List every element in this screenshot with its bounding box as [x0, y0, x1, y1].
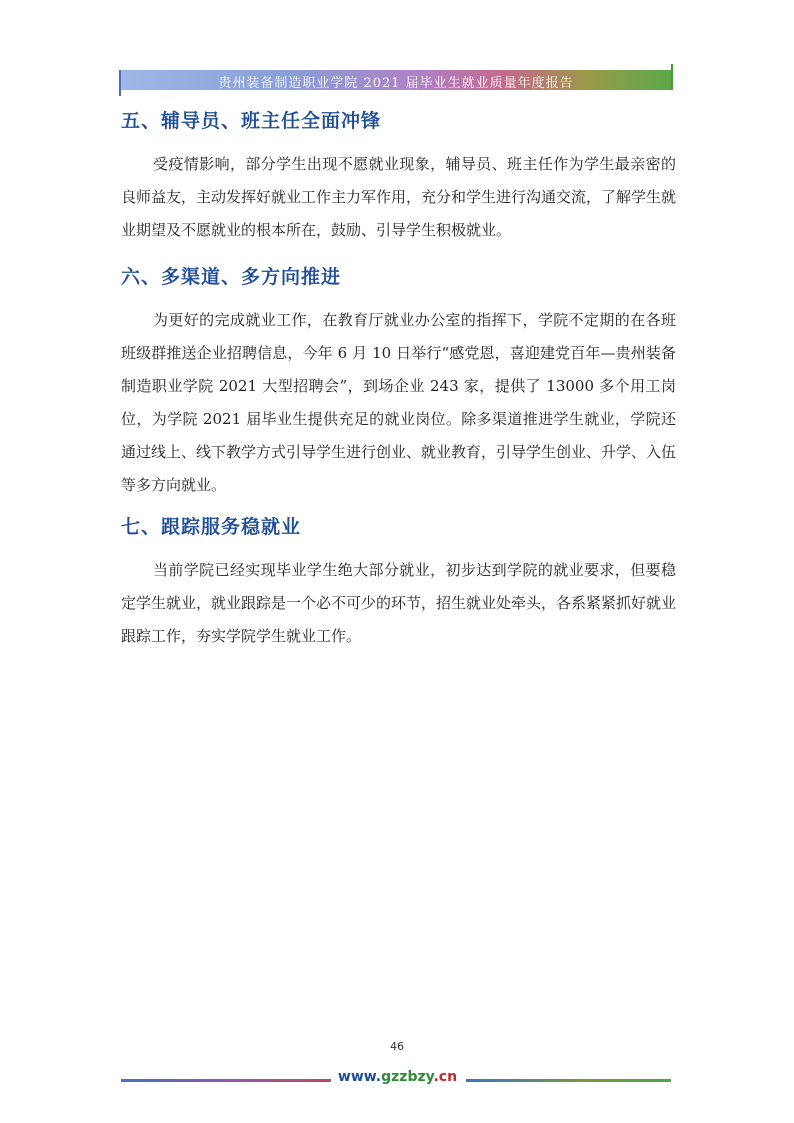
header-right-tick [671, 64, 673, 90]
section-paragraph: 为更好的完成就业工作，在教育厅就业办公室的指挥下，学院不定期的在各班班级群推送企业招聘信息，今年 6 月 10 日举行“感党恩，喜迎建党百年—贵州装备制造职业学院 2021 大型招聘会”，到场企业 243 家，提供了 13000 多个用工岗位，为学院 2021 届毕业生提供充足的就业岗位。除多渠道推进学生就业，学院还通过线上、线下教学方式引导学生进行创业、就业教育，引导学生创业、升学、入伍等多方向就业。 [121, 311, 677, 494]
report-title: 贵州装备制造职业学院 2021 届毕业生就业质量年度报告 [218, 76, 574, 91]
section-paragraph: 受疫情影响，部分学生出现不愿就业现象，辅导员、班主任作为学生最亲密的良师益友，主动发挥好就业工作主力军作用，充分和学生进行沟通交流，了解学生就业期望及不愿就业的根本所在，鼓励、引导学生积极就业。 [121, 155, 677, 239]
header-banner [121, 70, 671, 90]
footer-divider-left [121, 1079, 331, 1082]
url-suffix: .cn [433, 1069, 458, 1085]
page-number: 46 [390, 1040, 404, 1053]
website-link[interactable] [335, 1069, 460, 1085]
url-prefix: www. [337, 1069, 382, 1085]
section-heading: 六、多渠道、多方向推进 [121, 266, 342, 288]
section-heading: 五、辅导员、班主任全面冲锋 [121, 110, 382, 132]
url-domain: gzzbzy [381, 1069, 434, 1085]
footer-divider-right [466, 1079, 671, 1082]
section-paragraph: 当前学院已经实现毕业学生绝大部分就业，初步达到学院的就业要求，但要稳定学生就业，就业跟踪是一个必不可少的环节，招生就业处牵头，各系紧紧抓好就业跟踪工作，夯实学院学生就业工作。 [121, 561, 677, 645]
section-heading: 七、跟踪服务稳就业 [121, 516, 302, 538]
